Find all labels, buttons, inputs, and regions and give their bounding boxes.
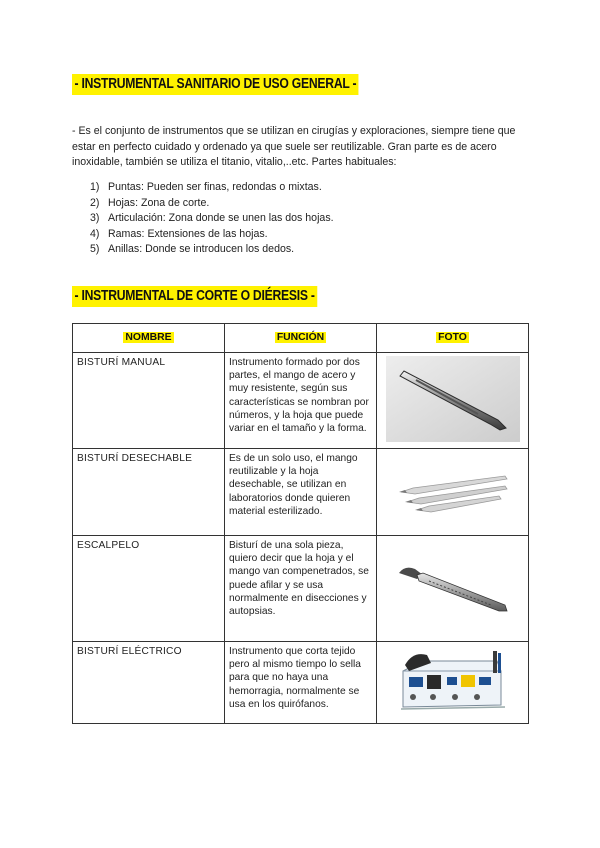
parts-list [90,180,334,258]
list-number: 1) [90,181,100,193]
list-number: 2) [90,196,100,209]
scalpel-handle-photo-icon [386,356,520,442]
instrument-photo-cell [377,449,529,536]
list-number: 4) [90,227,100,240]
list-text: Ramas: Extensiones de las hojas. [108,227,268,240]
table-row [73,449,529,536]
table-row [73,642,529,724]
list-item [90,180,334,196]
instrument-name: BISTURÍ MANUAL [73,353,225,449]
disposable-scalpels-photo-icon [393,452,513,522]
intro-paragraph: - Es el conjunto de instrumentos que se utilizan en cirugías y exploraciones, siempre tiene que estar en perfecto cuidado y ordenado ya que suele ser reutilizable. Gran parte es de acero inoxidable, también se utiliza el titanio, vitalio,..etc. Partes habituales: [72,125,516,168]
instrument-function: Es de un solo uso, el mango reutilizable y la hoja desechable, se utilizan en laboratorios donde quieren material esterilizado. [225,449,377,536]
list-number: 5) [90,243,100,255]
list-item [90,196,334,212]
header-function-label: FUNCIÓN [276,332,325,344]
list-text: Hojas: Zona de corte. [108,196,210,209]
list-text: Puntas: Pueden ser finas, redondas o mixtas. [108,181,322,193]
table-header-row [73,324,529,353]
table-row [73,353,529,449]
list-item [90,211,334,227]
instrument-function: Instrumento formado por dos partes, el mango de acero y muy resistente, según sus características se nombran por números, y la hoja que puede variar en el tamaño y la forma. [225,353,377,449]
instrument-function: Bisturí de una sola pieza, quiero decir que la hoja y el mango van compenetrados, se puede afilar y se usa normalmente en disecciones y autopsias. [225,536,377,642]
electrosurgical-unit-photo-icon [397,645,509,717]
instrument-name: BISTURÍ DESECHABLE [73,449,225,536]
table-row [73,536,529,642]
list-item [90,242,334,258]
section-title-cutting-instruments: - INSTRUMENTAL DE CORTE O DIÉRESIS - [72,286,317,307]
instrument-name: BISTURÍ ELÉCTRICO [73,642,225,724]
instrument-photo-cell [377,536,529,642]
instrument-name: ESCALPELO [73,536,225,642]
section-title-general-instruments: - INSTRUMENTAL SANITARIO DE USO GENERAL - [72,74,359,95]
instrument-photo-cell [377,642,529,724]
list-number: 3) [90,212,100,224]
header-photo-label: FOTO [438,332,467,344]
instrument-function: Instrumento que corta tejido pero al mismo tiempo lo sella para que no haya una hemorragia, normalmente se usa en los quirófanos. [225,642,377,724]
instrument-photo-cell [377,353,529,449]
header-function [225,324,377,353]
header-name-label: NOMBRE [125,332,172,344]
header-photo [377,324,529,353]
list-text: Anillas: Donde se introducen los dedos. [108,243,295,255]
list-text: Articulación: Zona donde se unen las dos hojas. [108,212,334,224]
instruments-table [72,323,529,724]
list-item [90,227,334,243]
header-name [73,324,225,353]
scalpel-photo-icon [393,539,513,627]
